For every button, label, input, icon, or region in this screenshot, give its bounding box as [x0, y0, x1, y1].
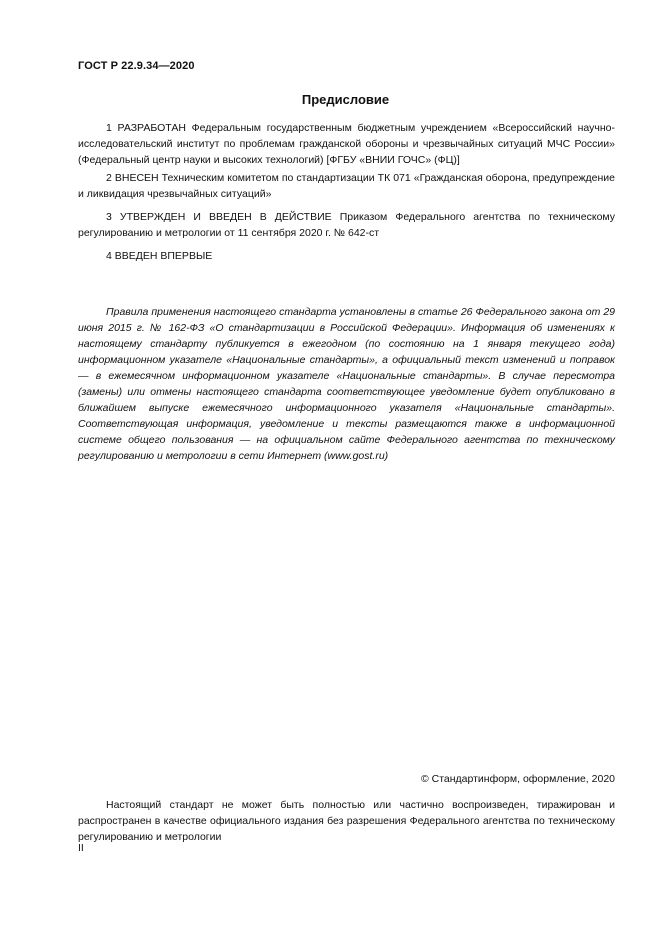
page-number: II	[78, 842, 84, 854]
reproduction-notice: Настоящий стандарт не может быть полностью или частично воспроизведен, тиражирован и распространен в качестве официального издания без разрешения Федерального агентства по техническому регулированию и метрологии	[78, 799, 615, 843]
document-code: ГОСТ Р 22.9.34—2020	[78, 60, 195, 72]
foreword-item-3: 3 УТВЕРЖДЕН И ВВЕДЕН В ДЕЙСТВИЕ Приказом Федерального агентства по техническому регулированию и метрологии от 11 сентября 2020 г. № 642-ст	[78, 211, 615, 239]
copyright-line: © Стандартинформ, оформление, 2020	[420, 773, 615, 785]
page-title: Предисловие	[301, 92, 390, 107]
foreword-item-4: 4 ВВЕДЕН ВПЕРВЫЕ	[106, 250, 213, 262]
foreword-item-1: 1 РАЗРАБОТАН Федеральным государственным бюджетным учреждением «Всероссийский научно-исследовательский институт по проблемам гражданской обороны и чрезвычайных ситуаций МЧС России» (Федеральный центр науки и высоких технологий) [ФГБУ «ВНИИ ГОЧС» (ФЦ)]	[78, 122, 615, 166]
foreword-item-2: 2 ВНЕСЕН Техническим комитетом по стандартизации ТК 071 «Гражданская оборона, предупреждение и ликвидация чрезвычайных ситуаций»	[78, 172, 615, 200]
application-rules-notice: Правила применения настоящего стандарта установлены в статье 26 Федерального закона от 29 июня 2015 г. № 162-ФЗ «О стандартизации в Российской Федерации». Информация об изменениях к настоящему стандарту публикуется в ежегодном (по состоянию на 1 января текущего года) информационном указателе «Национальные стандарты», а официальный текст изменений и поправок — в ежемесячном информационном указателе «Национальные стандарты». В случае пересмотра (замены) или отмены настоящего стандарта соответствующее уведомление будет опубликовано в ближайшем выпуске ежемесячного информационного указателя «Национальные стандарты». Соответствующая информация, уведомление и тексты размещаются также в информационной системе общего пользования — на официальном сайте Федерального агентства по техническому регулированию и метрологии в сети Интернет (www.gost.ru)	[78, 306, 615, 462]
